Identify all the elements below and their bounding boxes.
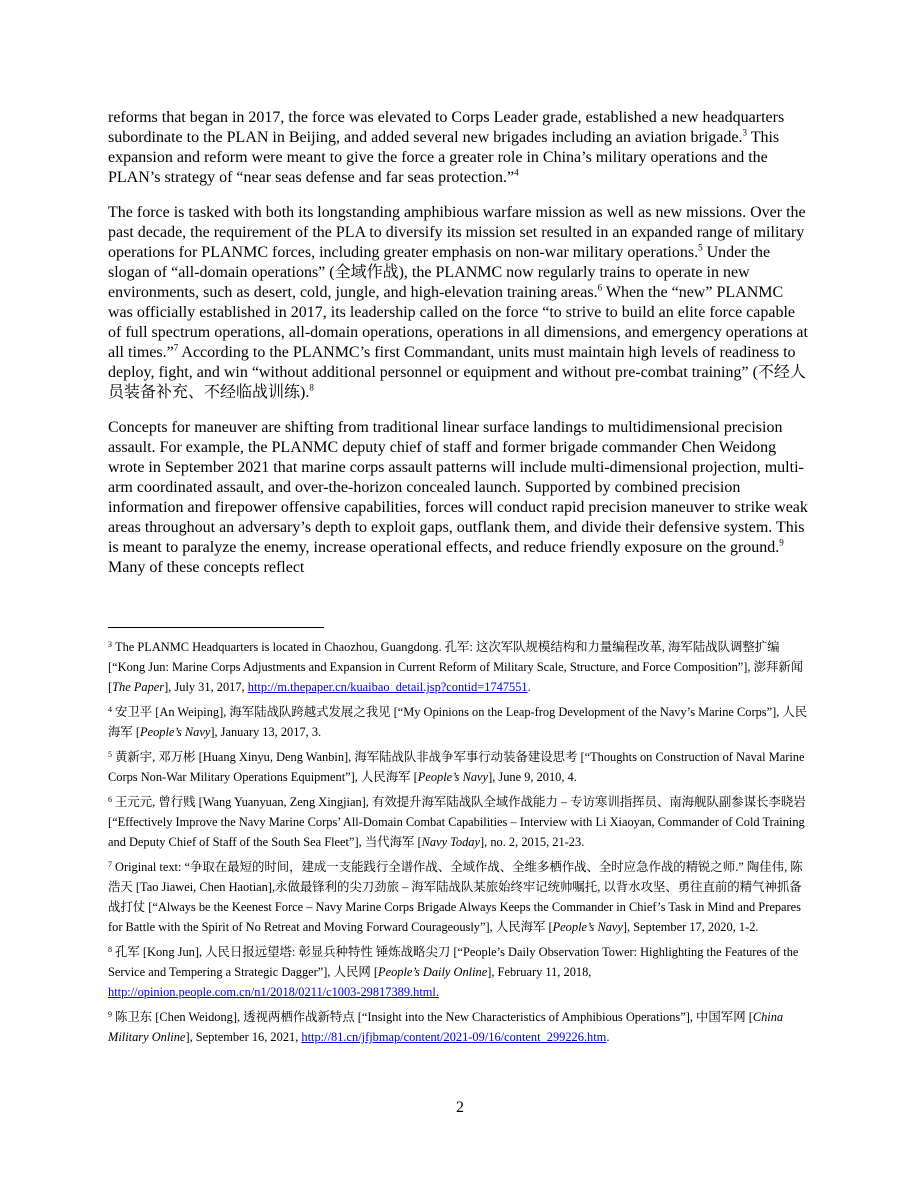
footnote-text: . <box>527 680 531 694</box>
footnote-text: 王元元, 曾行贱 [Wang Yuanyuan, Zeng Xingjian], 有效提升海军陆战队全域作战能力 – 专访寒训指挥员、南海舰队副参谋长李晓岩 [“Effectively Improve the Navy Marine Corps’ All-Domain Combat Capabilities – Interview with Li Xiaoyan, Commander of Cold Training and Deputy Chief of Staff of the South Sea Fleet”], 当代海军 [ <box>108 795 806 849</box>
footnote-source-title: China Military Online <box>108 1010 784 1044</box>
paragraph-3 <box>108 418 812 578</box>
paragraph-text: This expansion and reform were meant to give the force a greater role in China’s military operations and the PLAN’s strategy of “near seas defense and far seas protection.” <box>108 129 780 186</box>
footnote-text: 陈卫东 [Chen Weidong], 透视两栖作战新特点 [“Insight into the New Characteristics of Amphibious Operations”], 中国军网 [ <box>115 1010 753 1024</box>
footnote-separator <box>108 627 324 628</box>
footnote-number: 9 <box>108 1010 112 1019</box>
paragraph-text: Under the slogan of “all-domain operations” (全域作战), the PLANMC now regularly trains to operate in new environments, such as desert, cold, jungle, and high-elevation training areas. <box>108 244 771 301</box>
footnote-ref-8[interactable]: 8 <box>309 382 314 393</box>
footnote-text: Original text: “争取在最短的时间，建成一支能践行全谱作战、全域作战、全维多栖作战、全时应急作战的精锐之师.” 陶佳伟, 陈浩天 [Tao Jiawei, Chen Haotian],永做最锋利的尖刀劲旅 – 海军陆战队某旅始终牢记统帅嘱托, 以背水攻坚、勇往直前的精气神抓备战打仗 [“Always be the Keenest Force – Navy Marine Corps Brigade Always Keeps the Commander in Chief’s Task in Mind and Prepares for Battle with the Spirit of No Retreat and Moving Forward Courageously”], 人民海军 [ <box>108 860 803 934</box>
footnote-ref-3[interactable]: 3 <box>742 127 747 138</box>
footnote-6 <box>108 790 812 852</box>
footnote-8 <box>108 940 812 1002</box>
footnote-text: . <box>606 1030 610 1044</box>
footnote-source-title: People’s Daily Online <box>378 965 488 979</box>
footnote-text: ], June 9, 2010, 4. <box>488 770 577 784</box>
footnote-source-title: People’s Navy <box>140 725 211 739</box>
footnote-ref-7[interactable]: 7 <box>173 342 179 353</box>
footnote-text: 安卫平 [An Weiping], 海军陆战队跨越式发展之我见 [“My Opinions on the Leap-frog Development of the Navy’s Marine Corps”], 人民海军 [ <box>108 705 808 739</box>
footnote-link[interactable]: http://m.thepaper.cn/kuaibao_detail.jsp?contid=1747551 <box>247 680 528 694</box>
footnote-link[interactable]: http://opinion.people.com.cn/n1/2018/0211/c1003-29817389.html. <box>108 985 439 999</box>
footnote-text: ], September 17, 2020, 1-2. <box>622 920 759 934</box>
footnote-number: 3 <box>108 640 112 649</box>
footnotes <box>108 635 812 1050</box>
paragraph-1 <box>108 108 812 188</box>
page-number: 2 <box>456 1099 464 1116</box>
footnote-5 <box>108 745 812 787</box>
footnote-text: ], September 16, 2021, <box>185 1030 302 1044</box>
paragraph-text: reforms that began in 2017, the force was elevated to Corps Leader grade, established a new headquarters subordinate to the PLAN in Beijing, and added several new brigades including an aviation brigade. <box>108 109 785 146</box>
paragraph-2 <box>108 203 812 403</box>
footnote-text: ], no. 2, 2015, 21-23. <box>480 835 585 849</box>
body-text <box>108 108 812 593</box>
footnote-ref-5[interactable]: 5 <box>698 242 703 253</box>
footnote-text: ], February 11, 2018, <box>487 965 592 979</box>
footnote-text: 黄新宇, 邓万彬 [Huang Xinyu, Deng Wanbin], 海军陆战队非战争军事行动装备建设思考 [“Thoughts on Construction of Naval Marine Corps Non-War Military Operations Equipment”], 人民海军 [ <box>108 750 805 784</box>
paragraph-text: Many of these concepts reflect <box>108 559 305 576</box>
paragraph-text: When the “new” PLANMC was officially established in 2017, its leadership called on the force “to strive to build an elite force capable of full spectrum operations, all-domain operations, operations in all dimensions, and emergency operations at all times.” <box>108 284 808 361</box>
footnote-text: 孔军 [Kong Jun], 人民日报远望塔: 彰显兵种特性 锤炼战略尖刀 [“People’s Daily Observation Tower: Highlighting the Features of the Service and Tempering a Strategic Dagger”], 人民网 [ <box>108 945 799 979</box>
footnote-3 <box>108 635 812 697</box>
footnote-text: The PLANMC Headquarters is located in Chaozhou, Guangdong. 孔军: 这次军队规模结构和力量编程改革, 海军陆战队调整扩编 [“Kong Jun: Marine Corps Adjustments and Expansion in Current Reform of Military Scale, Structure, and Force Composition”], 澎拜新闻 [ <box>108 640 804 694</box>
footnote-4 <box>108 700 812 742</box>
paragraph-text: Concepts for maneuver are shifting from traditional linear surface landings to multidimensional precision assault. For example, the PLANMC deputy chief of staff and former brigade commander Chen Weidong wrote in September 2021 that marine corps assault patterns will include multi-dimensional projection, multi-arm coordinated assault, and over-the-horizon concealed launch. Supported by combined precision information and firepower offensive capabilities, forces will conduct rapid precision maneuver to strike weak areas throughout an adversary’s depth to exploit gaps, outflank them, and divide their defensive system. This is meant to paralyze the enemy, increase operational effects, and reduce friendly exposure on the ground. <box>108 419 808 556</box>
footnote-number: 8 <box>108 945 112 954</box>
footnote-source-title: People’s Navy <box>552 920 623 934</box>
footnote-text: ], January 13, 2017, 3. <box>210 725 322 739</box>
footnote-source-title: People’s Navy <box>417 770 489 784</box>
footnote-9 <box>108 1005 812 1047</box>
footnote-source-title: Navy Today <box>421 835 481 849</box>
footnote-ref-4[interactable]: 4 <box>514 167 519 178</box>
footnote-number: 5 <box>108 750 112 759</box>
footnote-ref-9[interactable]: 9 <box>779 537 784 548</box>
footnote-text: ], July 31, 2017, <box>164 680 248 694</box>
paragraph-text: According to the PLANMC’s first Commandant, units must maintain high levels of readiness to deploy, fight, and win “without additional personnel or equipment and without pre-combat training” (不经人员装备补充、不经临战训练). <box>108 344 806 401</box>
footnote-number: 6 <box>108 795 112 804</box>
footnote-ref-6[interactable]: 6 <box>597 282 603 293</box>
footnote-link[interactable]: http://81.cn/jfjbmap/content/2021-09/16/content_299226.htm <box>301 1030 607 1044</box>
footnote-number: 4 <box>108 705 112 714</box>
footnote-source-title: The Paper <box>112 680 165 694</box>
paragraph-text: The force is tasked with both its longstanding amphibious warfare mission as well as new missions. Over the past decade, the requirement of the PLA to diversify its mission set resulted in an expanded range of military operations for PLANMC forces, including greater emphasis on non-war military operations. <box>108 204 806 261</box>
footnote-7 <box>108 855 812 937</box>
footnote-number: 7 <box>108 860 112 869</box>
